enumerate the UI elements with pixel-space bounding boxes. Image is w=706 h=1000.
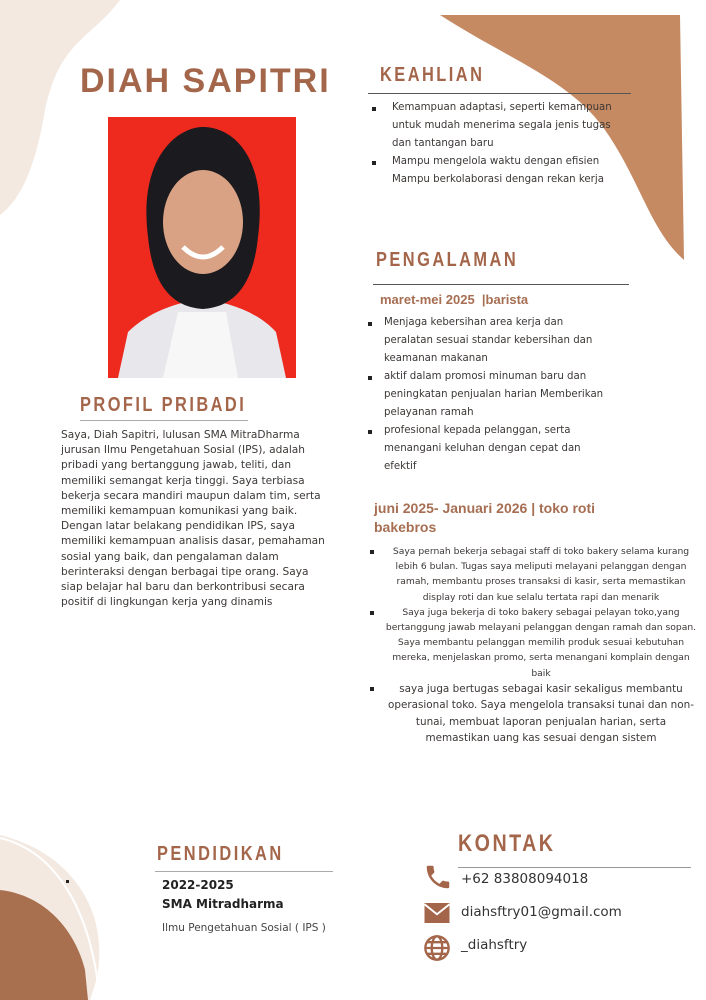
- education-major: Ilmu Pengetahuan Sosial ( IPS ): [162, 922, 326, 934]
- name-title: DIAH SAPITRI: [80, 62, 331, 100]
- job-item: [368, 605, 698, 681]
- skill-item: [372, 153, 612, 189]
- experience-heading: PENGALAMAN: [376, 249, 519, 271]
- profile-text: Saya, Diah Sapitri, lulusan SMA MitraDharma jurusan Ilmu Pengetahuan Sosial (IPS), adalah pribadi yang bertanggung jawab, teliti, dan memiliki semangat kerja tinggi. Saya terbiasa bekerja secara mandiri maupun dalam tim, serta memiliki kemampuan komunikasi yang baik. Dengan latar belakang pendidikan IPS, saya memiliki kemampuan analisis dasar, pemahaman sosial yang baik, dan pengalaman dalam berinteraksi dengan berbagai tipe orang. Saya siap belajar hal baru dan berkontribusi secara positif di lingkungan kerja yang dinamis: [61, 429, 325, 609]
- job-heading: maret-mei 2025 |barista: [380, 292, 529, 307]
- phone-icon: [423, 862, 453, 892]
- skills-heading: KEAHLIAN: [380, 64, 485, 86]
- job-list: [368, 314, 608, 476]
- skill-text: Mampu mengelola waktu dengan efisien Mampu berkolaborasi dengan rekan kerja: [392, 156, 604, 185]
- job-list: [368, 544, 698, 747]
- contact-divider: [458, 867, 691, 868]
- education-years: 2022-2025: [162, 878, 234, 892]
- profile-divider: [80, 420, 248, 421]
- contact-heading: KONTAK: [458, 830, 556, 857]
- profile-heading: PROFIL PRIBADI: [80, 394, 247, 416]
- skill-item: [372, 99, 612, 153]
- phone-number[interactable]: +62 83808094018: [461, 871, 589, 887]
- globe-icon: [423, 934, 451, 962]
- job-item-text: Saya pernah bekerja sebagai staff di toko bakery selama kurang lebih 6 bulan. Tugas saya meliputi melayani pelanggan dengan ramah, membantu proses transaksi di kasir, serta memastikan display roti dan kue selalu tertata rapi dan menarik: [392, 546, 690, 603]
- job-item-text: Menjaga kebersihan area kerja dan peralatan sesuai standar kebersihan dan keamanan makanan: [384, 317, 593, 364]
- job-item-text: Saya juga bekerja di toko bakery sebagai pelayan toko,yang bertanggung jawab melayani pelanggan dengan ramah dan sopan. Saya membantu pelanggan memilih produk sesuai kebutuhan mereka, menjelaskan promo, serta menangani komplain dengan baik: [385, 606, 697, 679]
- job-item: [368, 314, 608, 368]
- email-address[interactable]: diahsftry01@gmail.com: [461, 904, 622, 920]
- job-item-text: aktif dalam promosi minuman baru dan peningkatan penjualan harian Memberikan pelayanan ramah: [384, 371, 604, 418]
- social-handle[interactable]: _diahsftry: [461, 937, 528, 953]
- job-item: [368, 422, 608, 476]
- top-left-blob: [0, 0, 120, 215]
- job-item-text: profesional kepada pelanggan, serta menangani keluhan dengan cepat dan efektif: [384, 425, 581, 472]
- experience-divider: [373, 284, 629, 285]
- profile-photo: [108, 117, 296, 378]
- job-item: [368, 681, 698, 747]
- bullet: [66, 880, 69, 883]
- job-item: [368, 368, 608, 422]
- education-heading: PENDIDIKAN: [157, 843, 284, 865]
- job-item: [368, 544, 698, 605]
- skills-list: [372, 99, 612, 189]
- job-heading: juni 2025- Januari 2026 | toko roti bakebros: [374, 500, 595, 535]
- education-school: SMA Mitradharma: [162, 897, 284, 911]
- mail-icon: [422, 900, 452, 926]
- job-item-text: saya juga bertugas sebagai kasir sekaligus membantu operasional toko. Saya mengelola transaksi tunai dan non-tunai, membuat laporan penjualan harian, serta memastikan uang kas sesuai dengan sistem: [388, 682, 694, 745]
- education-divider: [155, 871, 333, 872]
- skill-text: Kemampuan adaptasi, seperti kemampuan untuk mudah menerima segala jenis tugas dan tantangan baru: [392, 102, 612, 149]
- skills-divider: [368, 93, 631, 94]
